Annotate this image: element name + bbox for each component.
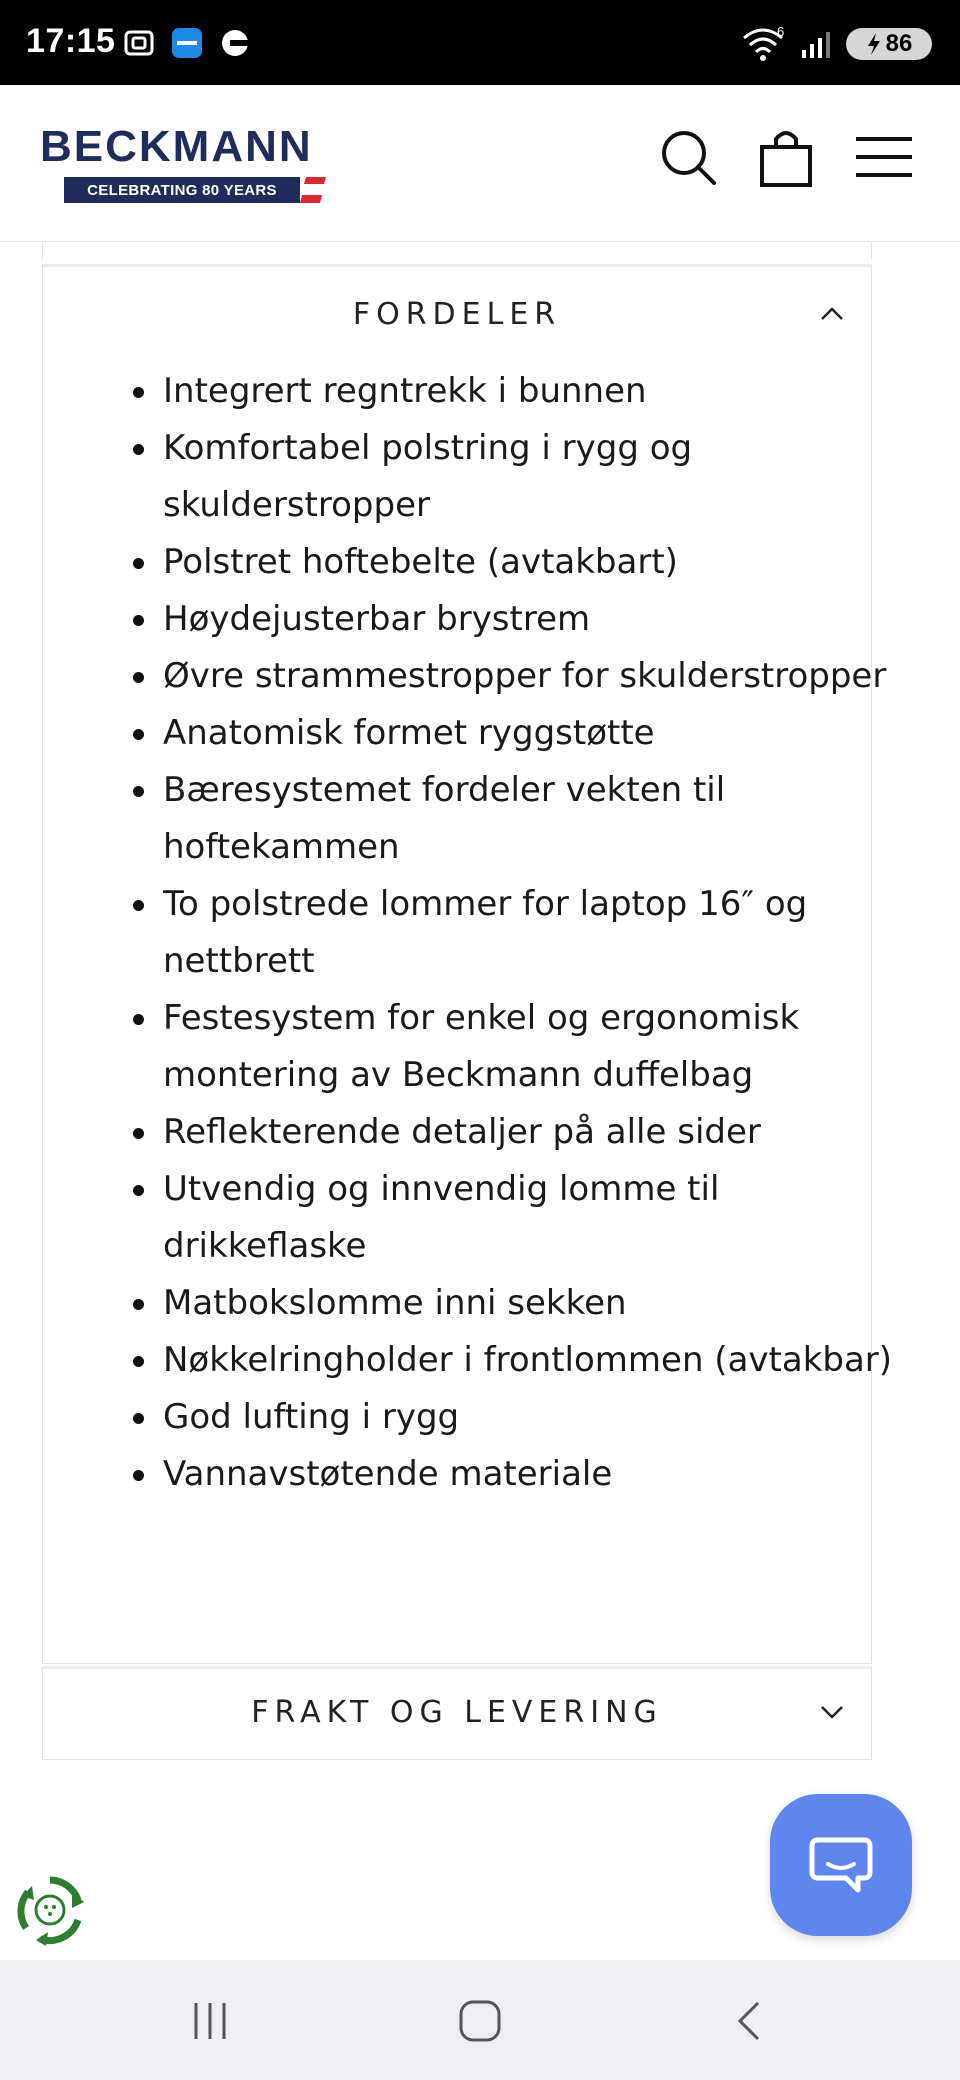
chat-bubble-icon (806, 1830, 876, 1900)
battery-level: 86 (885, 30, 913, 57)
screenshot-icon (122, 26, 156, 60)
chevron-down-icon[interactable] (819, 1699, 845, 1725)
list-item: Øvre strammestropper for skulderstropper (163, 648, 903, 705)
search-icon[interactable] (658, 127, 718, 187)
home-button[interactable] (450, 1996, 510, 2046)
accordion-divider (42, 241, 43, 259)
charging-icon (866, 33, 882, 55)
brand-logo[interactable] (40, 122, 330, 205)
list-item: Bæresystemet fordeler vekten til hoftekammen (163, 762, 903, 876)
back-button[interactable] (720, 1996, 780, 2046)
list-item: Festesystem for enkel og ergonomisk montering av Beckmann duffelbag (163, 990, 903, 1104)
list-item: Reflekterende detaljer på alle sider (163, 1104, 903, 1161)
battery-indicator (846, 28, 932, 60)
list-item: Vannavstøtende materiale (163, 1446, 903, 1503)
site-header (0, 85, 960, 242)
accordion-fordeler (42, 264, 893, 1664)
status-time: 17:15 (26, 22, 116, 60)
list-item: To polstrede lommer for laptop 16″ og nettbrett (163, 876, 903, 990)
features-list (101, 363, 903, 1503)
list-item: Matbokslomme inni sekken (163, 1275, 903, 1332)
back-icon (728, 1999, 772, 2043)
list-item: Høydejusterbar brystrem (163, 591, 903, 648)
chevron-up-icon[interactable] (819, 301, 845, 327)
brand-tagline: CELEBRATING 80 YEARS (64, 177, 300, 203)
menu-icon[interactable] (854, 127, 914, 187)
accordion-toggle-frakt[interactable]: FRAKT OG LEVERING (251, 1695, 663, 1730)
accordion-divider (871, 241, 872, 259)
list-item: Integrert regntrekk i bunnen (163, 363, 903, 420)
list-item: Utvendig og innvendig lomme til drikkeflaske (163, 1161, 903, 1275)
recycle-icon[interactable] (14, 1874, 86, 1946)
brand-name: BECKMANN (40, 122, 313, 171)
accordion-frakt-og-levering[interactable] (42, 1666, 872, 1760)
accordion-toggle-fordeler[interactable]: FORDELER (352, 297, 562, 332)
chat-button[interactable] (770, 1794, 912, 1936)
list-item: God lufting i rygg (163, 1389, 903, 1446)
list-item: Komfortabel polstring i rygg og skulderstropper (163, 420, 903, 534)
list-item: Polstret hoftebelte (avtakbart) (163, 534, 903, 591)
svg-text:6: 6 (777, 26, 785, 39)
status-bar (0, 0, 960, 85)
list-item: Anatomisk formet ryggstøtte (163, 705, 903, 762)
cell-signal-icon (800, 28, 832, 60)
cart-icon[interactable] (756, 127, 816, 187)
recent-apps-icon (188, 1999, 232, 2043)
status-left-icons (122, 26, 252, 60)
recent-apps-button[interactable] (180, 1996, 240, 2046)
system-nav-bar (0, 1960, 960, 2080)
status-right-icons (740, 26, 932, 62)
wifi-icon (740, 26, 786, 62)
logo-stripes-icon (300, 177, 326, 203)
home-icon (458, 1999, 502, 2043)
vpn-icon (218, 26, 252, 60)
list-item: Nøkkelringholder i frontlommen (avtakbar) (163, 1332, 903, 1389)
app-notification-icon (170, 26, 204, 60)
